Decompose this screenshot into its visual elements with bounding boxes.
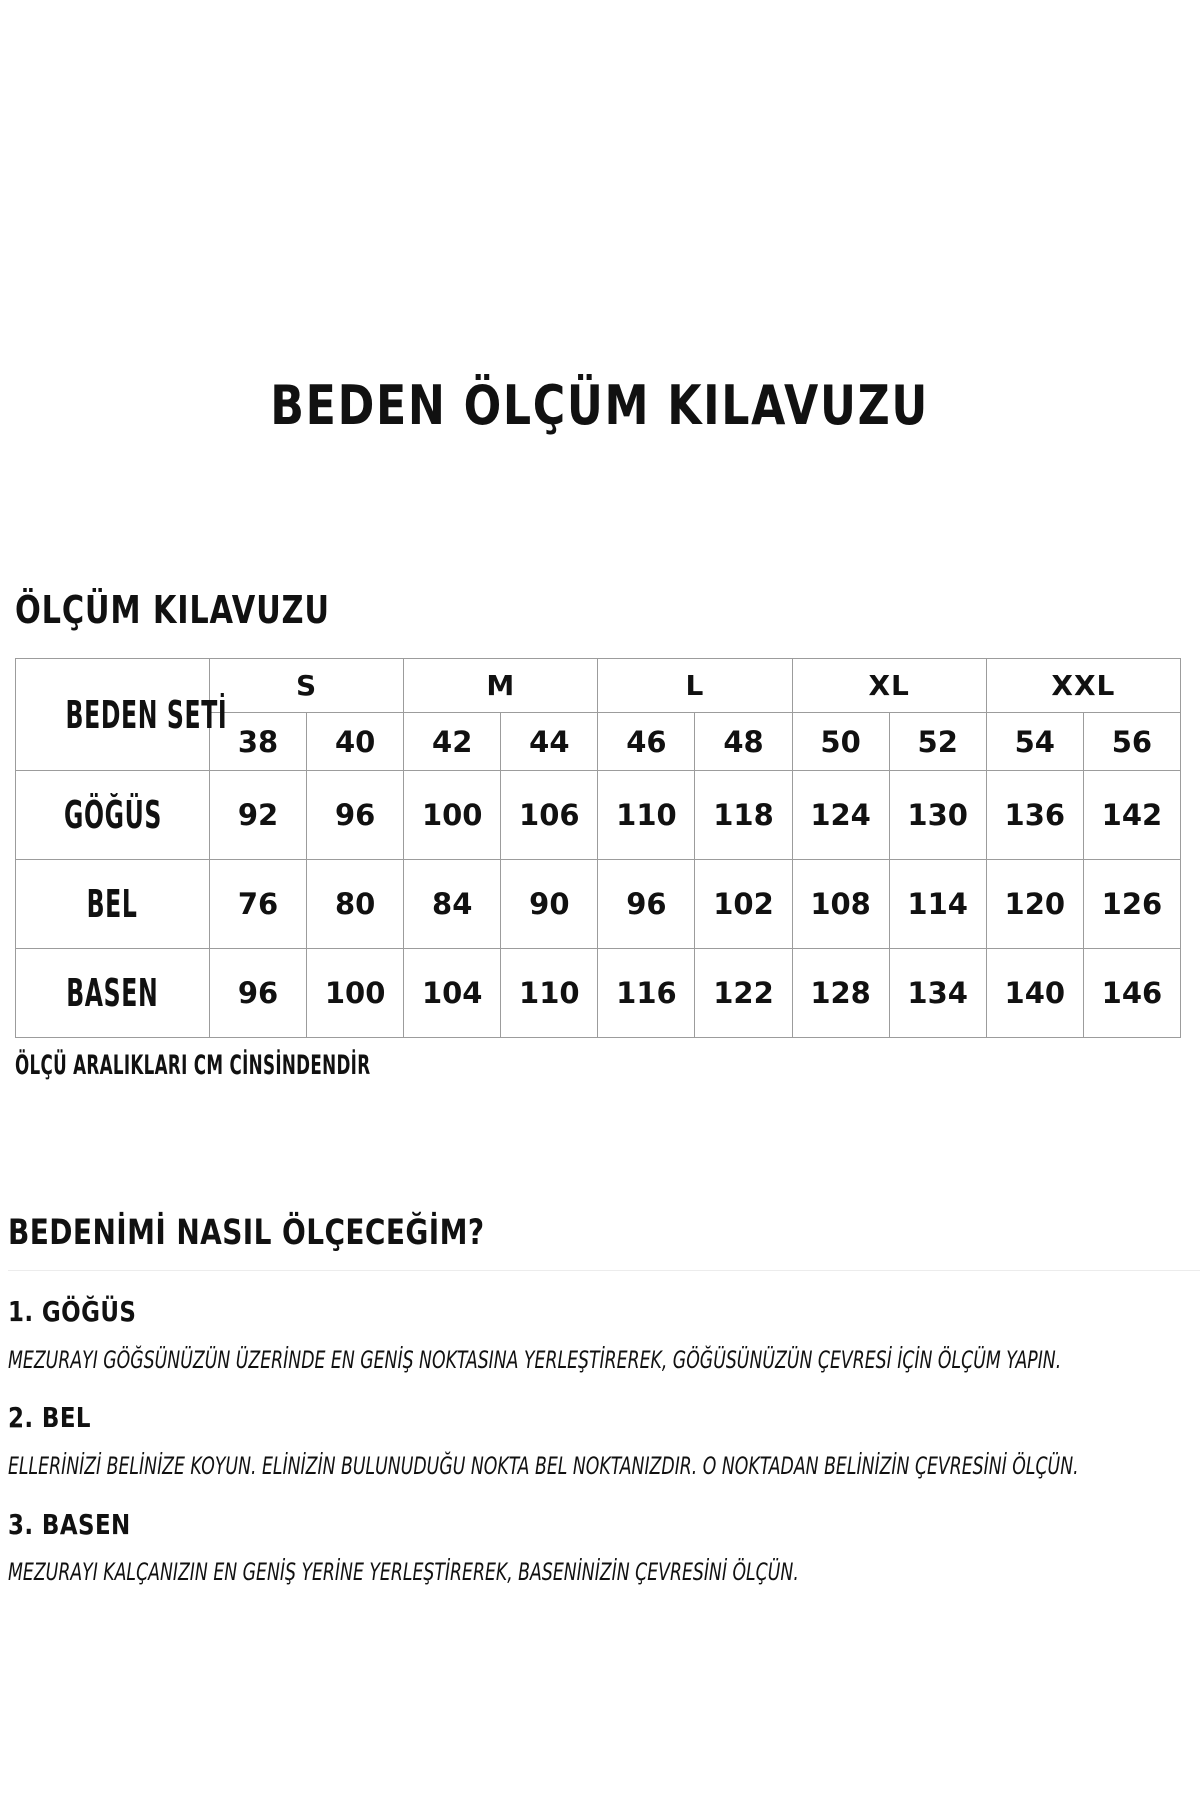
step-title-text: 2. BEL [8, 1401, 91, 1435]
measure-value-cell: 84 [404, 860, 501, 949]
size-set-corner-cell [16, 659, 228, 771]
size-number-cell: 38 [210, 713, 307, 771]
size-group-cell: L [598, 659, 792, 713]
size-group-cell: XL [792, 659, 986, 713]
measure-value-cell: 122 [695, 949, 792, 1038]
measure-label: BASEN [66, 971, 159, 1015]
measure-value-cell: 102 [695, 860, 792, 949]
size-number-cell: 40 [307, 713, 404, 771]
measure-value-cell: 96 [210, 949, 307, 1038]
measure-value-cell: 116 [598, 949, 695, 1038]
measure-value-cell: 108 [792, 860, 889, 949]
how-to-measure-heading-text: BEDENİMİ NASIL ÖLÇECEĞİM? [8, 1213, 485, 1253]
measure-value-cell: 140 [986, 949, 1083, 1038]
how-to-measure-section [8, 1212, 1192, 1614]
size-number-cell: 50 [792, 713, 889, 771]
measure-value-cell: 120 [986, 860, 1083, 949]
size-group-cell: XXL [986, 659, 1180, 713]
size-set-corner-label: BEDEN SETİ [65, 692, 228, 737]
measure-value-cell: 110 [598, 771, 695, 860]
measure-value-cell: 136 [986, 771, 1083, 860]
measure-value-cell: 128 [792, 949, 889, 1038]
measure-value-cell: 76 [210, 860, 307, 949]
measure-value-cell: 104 [404, 949, 501, 1038]
measure-value-cell: 110 [501, 949, 598, 1038]
size-table-measure-row [16, 771, 1181, 860]
measure-label: BEL [87, 882, 138, 926]
measure-value-cell: 90 [501, 860, 598, 949]
size-number-cell: 56 [1083, 713, 1180, 771]
measure-value-cell: 142 [1083, 771, 1180, 860]
measure-value-cell: 100 [404, 771, 501, 860]
step-title-text: 3. BASEN [8, 1507, 131, 1541]
measure-label-cell [16, 860, 210, 949]
step-description [8, 1558, 1192, 1587]
table-unit-note-text: ÖLÇÜ ARALIKLARI CM CİNSİNDENDİR [15, 1050, 371, 1081]
size-group-cell: S [210, 659, 404, 713]
size-table-wrapper [15, 658, 1181, 1038]
page-title [0, 376, 1200, 435]
size-number-cell: 46 [598, 713, 695, 771]
step-title-text: 1. GÖĞÜS [8, 1295, 137, 1328]
measure-value-cell: 126 [1083, 860, 1180, 949]
size-table [15, 658, 1181, 1038]
size-number-cell: 42 [404, 713, 501, 771]
size-number-cell: 54 [986, 713, 1083, 771]
how-to-steps [8, 1295, 1192, 1587]
section-divider [8, 1270, 1200, 1271]
size-number-cell: 52 [889, 713, 986, 771]
size-table-measure-row [16, 949, 1181, 1038]
step-description [8, 1346, 1192, 1375]
size-table-group-row [16, 659, 1181, 713]
measurement-guide-heading [15, 588, 409, 634]
measure-value-cell: 130 [889, 771, 986, 860]
size-number-cell: 44 [501, 713, 598, 771]
step-title [8, 1401, 1192, 1435]
measure-value-cell: 106 [501, 771, 598, 860]
measure-value-cell: 100 [307, 949, 404, 1038]
measure-value-cell: 114 [889, 860, 986, 949]
measure-value-cell: 96 [598, 860, 695, 949]
step-description-text: MEZURAYI KALÇANIZIN EN GENİŞ YERİNE YERLEŞTİREREK, BASENİNİZİN ÇEVRESİNİ ÖLÇÜN. [8, 1558, 799, 1587]
measure-label-cell [16, 949, 210, 1038]
step-title [8, 1295, 1192, 1329]
measurement-guide-heading-text: ÖLÇÜM KILAVUZU [15, 588, 330, 632]
measure-value-cell: 146 [1083, 949, 1180, 1038]
size-table-measure-row [16, 860, 1181, 949]
measure-label-cell [16, 771, 210, 860]
step-description-text: MEZURAYI GÖĞSÜNÜZÜN ÜZERİNDE EN GENİŞ NOKTASINA YERLEŞTİREREK, GÖĞÜSÜNÜZÜN ÇEVRESİ İÇİN ÖLÇÜM YAPIN. [8, 1345, 1062, 1374]
page-title-text: BEDEN ÖLÇÜM KILAVUZU [270, 374, 930, 437]
measure-value-cell: 96 [307, 771, 404, 860]
measure-value-cell: 134 [889, 949, 986, 1038]
measure-value-cell: 124 [792, 771, 889, 860]
measure-value-cell: 118 [695, 771, 792, 860]
size-number-cell: 48 [695, 713, 792, 771]
step-description [8, 1452, 1192, 1481]
table-unit-note [15, 1050, 588, 1081]
measure-value-cell: 80 [307, 860, 404, 949]
measure-value-cell: 92 [210, 771, 307, 860]
measure-label: GÖĞÜS [63, 793, 162, 837]
step-description-text: ELLERİNİZİ BELİNİZE KOYUN. ELİNİZİN BULUNUDUĞU NOKTA BEL NOKTANIZDIR. O NOKTADAN BELİNİZİN ÇEVRESİNİ ÖLÇÜN. [8, 1451, 1079, 1480]
size-group-cell: M [404, 659, 598, 713]
how-to-measure-heading [8, 1212, 1192, 1254]
step-title [8, 1508, 1192, 1542]
